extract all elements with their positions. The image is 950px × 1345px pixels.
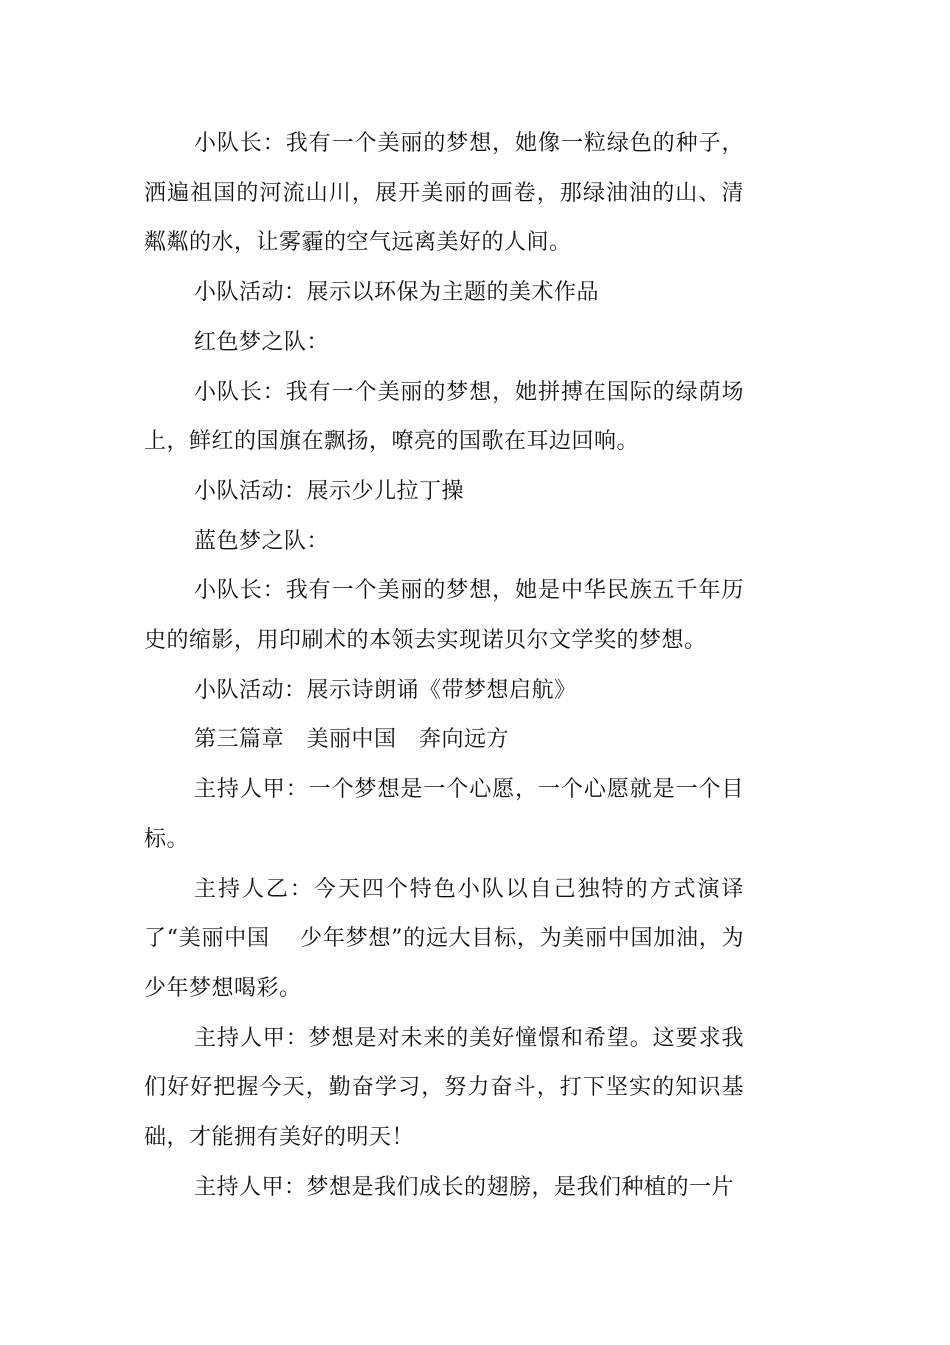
paragraph-red-team-leader: 小队长：我有一个美丽的梦想，她拼搏在国际的绿荫场上，鲜红的国旗在飘扬，嘹亮的国歌在耳边回响。 — [144, 379, 744, 455]
heading-chapter-three: 第三篇章 美丽中国 奔向远方 — [194, 727, 510, 753]
heading-red-team: 红色梦之队： — [194, 329, 330, 355]
paragraph-host-a-2: 主持人甲：梦想是对未来的美好憧憬和希望。这要求我们好好把握今天，勤奋学习，努力奋斗，打下坚实的知识基础，才能拥有美好的明天！ — [144, 1025, 744, 1151]
paragraph-red-team-activity: 小队活动：展示少儿拉丁操 — [194, 478, 465, 504]
paragraph-blue-team-activity: 小队活动：展示诗朗诵《带梦想启航》 — [194, 677, 577, 703]
paragraph-host-b: 主持人乙：今天四个特色小队以自己独特的方式演译了“美丽中国 少年梦想”的远大目标，为美丽中国加油，为少年梦想喝彩。 — [144, 876, 744, 1001]
heading-blue-team: 蓝色梦之队： — [194, 528, 330, 554]
paragraph-green-team-activity: 小队活动：展示以环保为主题的美术作品 — [194, 280, 600, 306]
paragraph-green-team-leader: 小队长：我有一个美丽的梦想，她像一粒绿色的种子，洒遍祖国的河流山川，展开美丽的画卷，那绿油油的山、清粼粼的水，让雾霾的空气远离美好的人间。 — [144, 131, 744, 256]
paragraph-host-a-3: 主持人甲：梦想是我们成长的翅膀，是我们种植的一片 — [194, 1174, 735, 1200]
paragraph-blue-team-leader: 小队长：我有一个美丽的梦想，她是中华民族五千年历史的缩影，用印刷术的本领去实现诺贝尔文学奖的梦想。 — [144, 578, 744, 654]
paragraph-host-a-1: 主持人甲：一个梦想是一个心愿，一个心愿就是一个目标。 — [144, 777, 744, 852]
document-body — [144, 119, 744, 1212]
